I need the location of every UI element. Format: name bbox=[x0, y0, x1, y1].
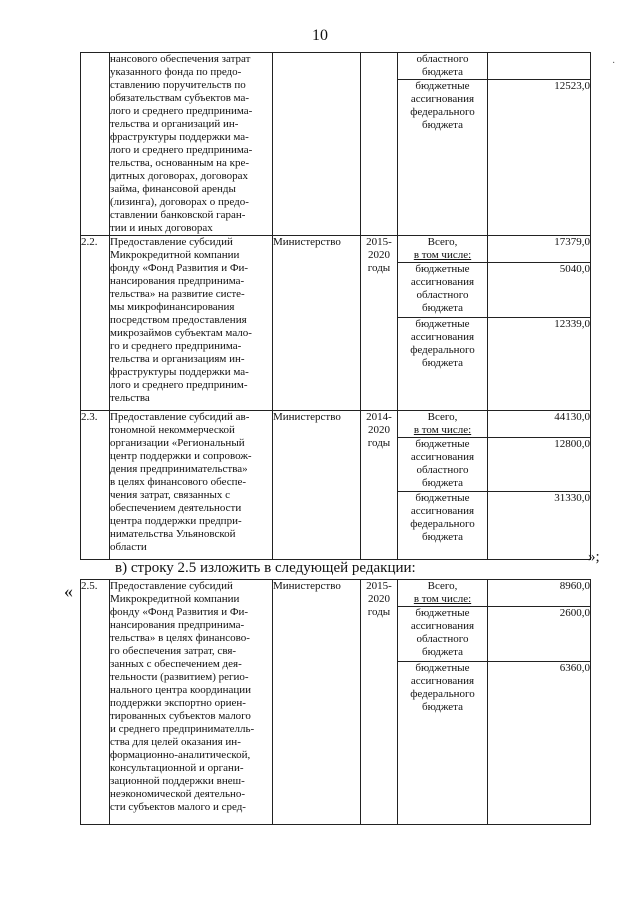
amount-cell: 12800,0 bbox=[488, 438, 591, 492]
funding-source-cell: бюджетные ассигнования федерального бюджета bbox=[398, 80, 488, 236]
years-cell bbox=[361, 53, 398, 236]
table-row bbox=[81, 580, 591, 607]
amount-cell: 31330,0 bbox=[488, 492, 591, 560]
funding-source-cell: бюджетные ассигнования федерального бюджета bbox=[398, 662, 488, 825]
years-cell: 2015- 2020 годы bbox=[361, 580, 398, 825]
num-cell bbox=[81, 53, 110, 236]
table-row bbox=[81, 236, 591, 263]
executor-cell bbox=[273, 53, 361, 236]
funding-source-cell: бюджетные ассигнования федерального бюджета bbox=[398, 318, 488, 411]
measure-name-cell: нансового обеспечения затрат указанного фонда по предо- ставлению поручительств по обязательствам субъектов ма- лого и среднего предпринима- тельства и организаций ин- фраструктуры поддержки ма- лого и среднего предпринима- тельства, основанным на кре- дитных договорах, договорах займа, финансовой аренды (лизинга), договорах о предо- ставлении банковской гаран- тии и иных договорах bbox=[110, 53, 273, 236]
years-cell: 2015- 2020 годы bbox=[361, 236, 398, 411]
funding-source-cell: Всего, в том числе: bbox=[398, 580, 488, 607]
funding-source-cell: бюджетные ассигнования областного бюджета bbox=[398, 438, 488, 492]
funding-source-cell: бюджетные ассигнования областного бюджета bbox=[398, 263, 488, 318]
table-row bbox=[81, 53, 591, 80]
funding-source-cell: Всего, в том числе: bbox=[398, 411, 488, 438]
funding-source-cell: Всего, в том числе: bbox=[398, 236, 488, 263]
funding-source-cell: бюджетные ассигнования федерального бюджета bbox=[398, 492, 488, 560]
funding-source-cell: областного бюджета bbox=[398, 53, 488, 80]
amount-cell: 12523,0 bbox=[488, 80, 591, 236]
executor-cell: Министерство bbox=[273, 580, 361, 825]
amount-cell: 2600,0 bbox=[488, 607, 591, 662]
measure-name-cell: Предоставление субсидий Микрокредитной компании фонду «Фонд Развития и Фи- нансирования предпринима- тельства» на развитие систе- мы микрофинансирования посредством предоставления микрозаймов субъектам мало- го и среднего предпринима- тельства и организациям ин- фраструктуры поддержки ма- лого и среднего предприним- тельства bbox=[110, 236, 273, 411]
measure-name-cell: Предоставление субсидий ав- тономной некоммерческой организации «Региональный центр поддержки и сопровож- дения предпринимательства» в целях финансового обеспе- чения затрат, связанных с обеспечением деятельности центра поддержки предпри- нимательства Ульяновской области bbox=[110, 411, 273, 560]
scan-speck: · bbox=[612, 58, 616, 69]
amendment-instruction: в) строку 2.5 изложить в следующей редакции: bbox=[115, 560, 416, 576]
amount-cell: 8960,0 bbox=[488, 580, 591, 607]
executor-cell: Министерство bbox=[273, 411, 361, 560]
funding-source-cell: бюджетные ассигнования областного бюджета bbox=[398, 607, 488, 662]
measure-name-cell: Предоставление субсидий Микрокредитной компании фонду «Фонд Развития и Фи- нансирования предпринима- тельства» в целях финансово- го обеспечения затрат, свя- занных с обеспечением дея- тельности (развитием) регио- нального центра координации поддержки экспортно ориен- тированных субъектов малого и среднего предпринимателль- ства для целей оказания ин- формационно-аналитической, консультационной и органи- зационной поддержки внеш- неэкономической деятельно- сти субъектов малого и сред- bbox=[110, 580, 273, 825]
amount-cell: 17379,0 bbox=[488, 236, 591, 263]
table-row bbox=[81, 411, 591, 438]
measures-table-top bbox=[80, 52, 591, 560]
amount-cell: 5040,0 bbox=[488, 263, 591, 318]
amount-cell: 6360,0 bbox=[488, 662, 591, 825]
years-cell: 2014- 2020 годы bbox=[361, 411, 398, 560]
amount-cell: 12339,0 bbox=[488, 318, 591, 411]
page-number: 10 bbox=[312, 27, 328, 44]
amount-cell: 44130,0 bbox=[488, 411, 591, 438]
num-cell: 2.2. bbox=[81, 236, 110, 411]
opening-quote: « bbox=[64, 581, 73, 601]
amount-cell bbox=[488, 53, 591, 80]
measures-table-bottom bbox=[80, 579, 591, 825]
executor-cell: Министерство bbox=[273, 236, 361, 411]
closing-quote: »; bbox=[588, 549, 600, 565]
num-cell: 2.5. bbox=[81, 580, 110, 825]
num-cell: 2.3. bbox=[81, 411, 110, 560]
